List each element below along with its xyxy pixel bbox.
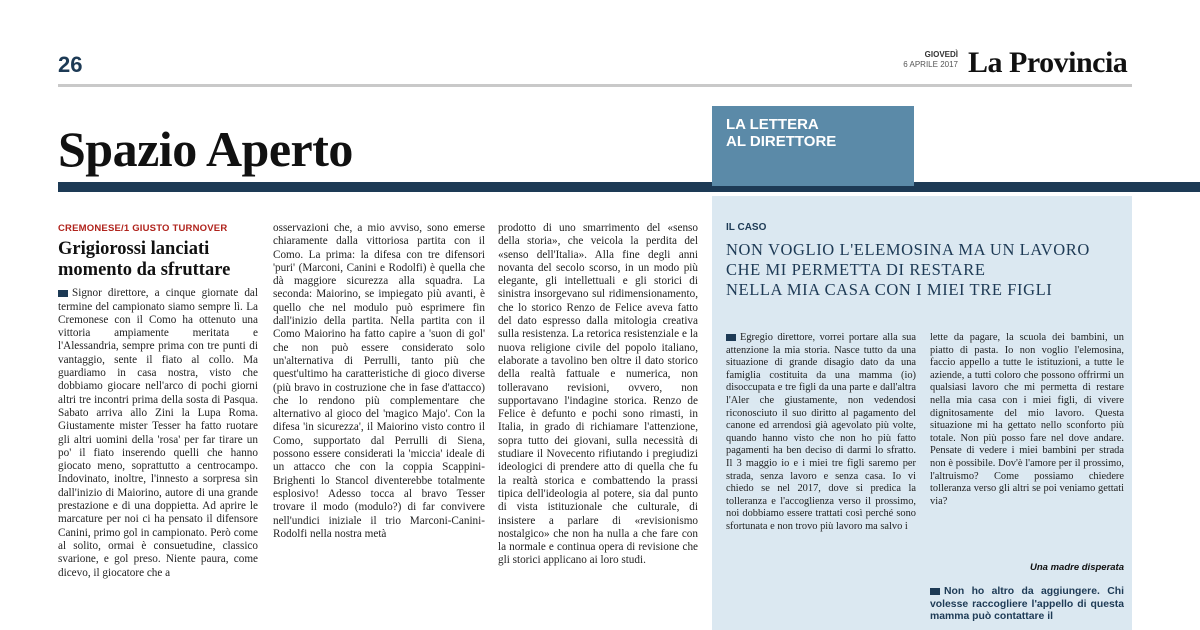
caso-box xyxy=(712,196,1132,630)
caso-kicker: IL CASO xyxy=(726,222,767,233)
article-column-1 xyxy=(58,222,258,617)
article-column-2: osservazioni che, a mio avviso, sono emerse chiaramente dalla vittoriosa partita con il Como. La prima: la difesa con tre difensori 'puri' (Marconi, Canini e Rodolfi) è quella che dà maggiore sicurezza alla squadra. La seconda: Maiorino, se impiegato più avanti, è quello che nel modulo può esprimere fin dall'inizio della partita. Nella partita con il Como Maiorino ha fatto capire a 'suon di gol' che non può essere considerato solo un'alternativa di Perrulli, tanto più che quest'ultimo ha caratteristiche di gioco diverse (più bravo in costruzione che in fase d'attacco) che lo rendono più complementare che alternativo al gioco del 'magico Majo'. Con la difesa 'in sicurezza', il Maiorino visto contro il Como, supportato dal Perrulli di Siena, possono essere considerati la 'miccia' ideale di un attacco che con la coppia Scappini-Brighenti lo Stancol diventerebbe totalmente esplosivo! Adesso tocca al bravo Tesser trovare il modo (modulo?) di far convivere nell'undici iniziale il trio Marconi-Canini-Rodolfi nella nostra metà xyxy=(273,222,485,540)
masthead-date xyxy=(896,50,958,70)
article-headline xyxy=(58,239,258,281)
caso-headline-line3: NELLA MIA CASA CON I MIEI TRE FIGLI xyxy=(726,280,1053,299)
caso-reply-text: Non ho altro da aggiungere. Chi volesse raccogliere l'appello di questa mamma può contattare il xyxy=(930,586,1124,623)
section-bar xyxy=(58,182,1200,192)
caso-col1-text: Egregio direttore, vorrei portare alla sua attenzione la mia storia. Nasce tutto da una situazione di grande disagio dato da una famiglia costituita da una mamma (io) disoccupata e tre figli da una parte e dall'altra l'Aler che giustamente, non vedendosi riconosciuto il suo diritto al pagamento del canone ed arrendosi già agevolato più volte, quando hanno visto che non ho più fatto pagamenti ha ben deciso di darmi lo sfratto. Il 3 maggio io e i miei tre figli saremo per strada, senza lavoro e senza casa. Io vi chiedo se nel 2017, dove si predica la tolleranza e l'accoglienza verso il prossimo, noi dobbiamo essere trattati così perché sono sfortunata e non trovo più lavoro ma salvo i xyxy=(726,332,916,532)
masthead-title: La Provincia xyxy=(968,46,1128,79)
article-kicker: CREMONESE/1 GIUSTO TURNOVER xyxy=(58,223,228,234)
caso-reply xyxy=(930,586,1124,630)
letter-tab-line1: LA LETTERA xyxy=(726,116,819,133)
caso-headline xyxy=(726,240,1126,300)
caso-headline-line1: NON VOGLIO L'ELEMOSINA MA UN LAVORO xyxy=(726,240,1090,259)
letter-tab-line2: AL DIRETTORE xyxy=(726,133,837,150)
caso-column-2: lette da pagare, la scuola dei bambini, un piatto di pasta. Io non voglio l'elemosina, faccio appello a tutte le istituzioni, a tutte le aziende, a tutti coloro che possono offrirmi un qualsiasi lavoro che mi permetta di restare nella mia casa con i miei figli, di vivere dignitosamente del mio lavoro. Questa situazione mi ha gettato nello sconforto più totale. Non più posso fare nel dove andare. Pensate di vedere i miei bambini per strada non è possibile. Dov'è l'amore per il prossimo, l'altruismo? Come possiamo chiedere tolleranza verso gli altri se poi veniamo gettati via? xyxy=(930,332,1124,507)
square-marker-icon xyxy=(930,588,940,595)
section-title: Spazio Aperto xyxy=(58,121,353,177)
square-marker-icon xyxy=(726,334,736,341)
page-number: 26 xyxy=(58,52,83,77)
top-rule xyxy=(58,84,1132,87)
letter-tab xyxy=(712,106,914,186)
masthead-date-day: GIOVEDÌ xyxy=(924,50,958,59)
square-marker-icon xyxy=(58,290,68,297)
article-column-3: prodotto di uno smarrimento del «senso della storia», che veicola la perdita del «senso dell'Italia». Alla fine degli anni novanta del secolo scorso, in un modo più elegante, gli intellettuali e gli storici di sinistra insorgevano sul ridimensionamento, che lo storico Renzo de Felice aveva fatto del dato espresso dalla mitologia creativa sulla resistenza. La retorica resistenziale e la nuova religione civile del popolo italiano, elaborate a tavolino ben oltre il dato storico della realtà fattuale e numerica, non tolleravano revisioni, ovvero, non supportavano l'indagine storica. Renzo de Felice è defunto e pochi sono rimasti, in Italia, in grado di richiamare l'attenzione, sopra tutto dei giovani, sulla necessità di studiare il Novecento rifiutando i pregiudizi ideologici di prendere atto di quella che fu la realtà storica e combattendo la prassi tipica dell'ideologia al potere, sia dal punto di vista istituzionale che culturale, di insistere a parlare di «revisionismo nostalgico» che non ha nulla a che fare con la normale e continua opera di revisione che gli storici applicano ai loro studi. xyxy=(498,222,698,567)
article-body xyxy=(58,287,258,617)
caso-signature: Una madre disperata xyxy=(1030,562,1124,573)
article-headline-line1: Grigiorossi lanciati xyxy=(58,239,210,260)
masthead-date-full: 6 APRILE 2017 xyxy=(903,60,958,69)
article-headline-line2: momento da sfruttare xyxy=(58,260,231,281)
caso-column-1 xyxy=(726,332,916,630)
article-col1-text: Signor direttore, a cinque giornate dal termine del campionato siamo sempre lì. La Cremonese con il Como ha ottenuto una vittoria ampiamente meritata e l'Alessandria, sempre prima con tre punti di vantaggio, sente il fiato al collo. Ma guardiamo in casa nostra, visto che dobbiamo giocare nell'arco di pochi giorni altri tre incontri prima della sosta di Pasqua. Sabato arriva allo Zini la Lupa Roma. Giustamente mister Tesser ha fatto ruotare gli altri uomini della 'rosa' per far tirare un po' il fiato inserendo quelli che hanno giocato meno, soprattutto a centrocampo. Indovinato, inoltre, l'innesto a sorpresa sin dall'inizio di Maiorino, autore di una grande prestazione e di una doppietta. Ad aprire le marcature per noi ci ha pensato il difensore Canini, primo gol in campionato. Però come al solito, ormai è consuetudine, classico svarione, e gol preso. Niente paura, come dicevo, il giocatore che a xyxy=(58,287,258,579)
caso-headline-line2: CHE MI PERMETTA DI RESTARE xyxy=(726,260,986,279)
